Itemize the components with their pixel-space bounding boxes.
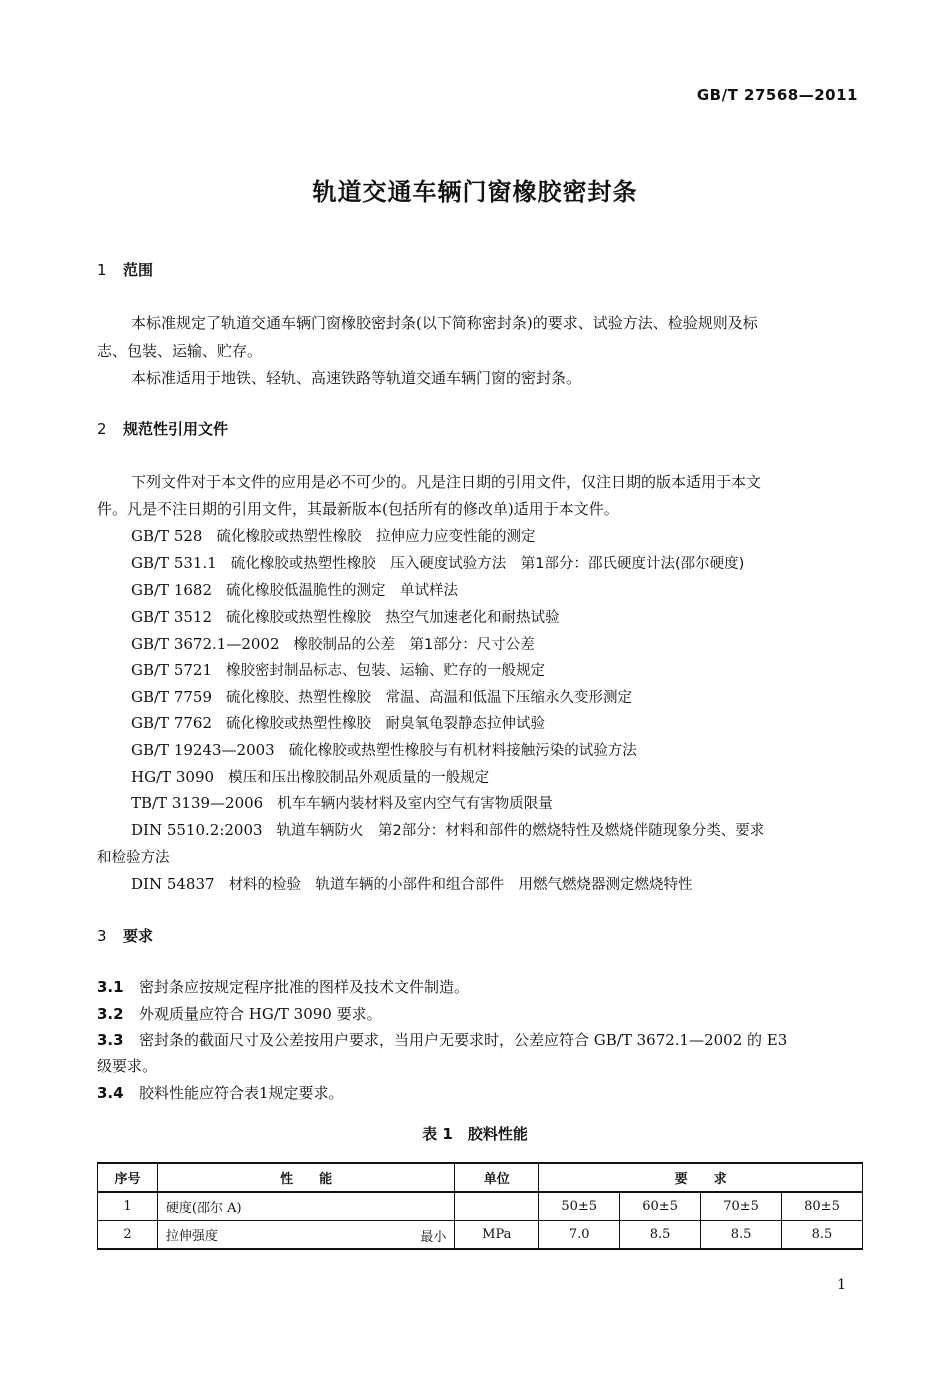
clause-number: 3.1 (97, 978, 124, 996)
property-qualifier: 最小 (420, 1230, 447, 1245)
requirement-continuation (97, 1055, 157, 1077)
clause-number: 3.2 (97, 1005, 124, 1023)
reference-item (131, 792, 553, 815)
reference-name: 硫化橡胶或热塑性橡胶 压入硬度试验方法 第1部分：邵氏硬度计法(邵尔硬度) (230, 556, 745, 572)
paragraph: 本标准规定了轨道交通车辆门窗橡胶密封条(以下简称密封条)的要求、试验方法、检验规则及标 (131, 314, 758, 332)
reference-code: GB/T 7759 (131, 688, 213, 706)
reference-item (131, 686, 632, 709)
reference-item (131, 659, 545, 682)
cell-value: 50±5 (539, 1192, 620, 1221)
reference-item (131, 873, 693, 896)
reference-item (131, 606, 560, 629)
reference-item (131, 525, 535, 548)
clause-number: 3.3 (97, 1031, 124, 1049)
cell-property (157, 1221, 454, 1250)
paragraph: 件。凡是不注日期的引用文件，其最新版本(包括所有的修改单)适用于本文件。 (97, 500, 619, 518)
reference-name: 材料的检验 轨道车辆的小部件和组合部件 用燃气燃烧器测定燃烧特性 (228, 877, 693, 893)
section-2-heading (97, 418, 228, 440)
section-number: 3 (97, 927, 107, 945)
reference-code: GB/T 528 (131, 527, 203, 545)
requirement-item (97, 1029, 787, 1051)
clause-text: 外观质量应符合 HG/T 3090 要求。 (139, 1005, 382, 1023)
cell-value: 8.5 (782, 1221, 863, 1250)
reference-name: 机车车辆内装材料及室内空气有害物质限量 (277, 796, 553, 812)
clause-number: 3.4 (97, 1084, 124, 1102)
reference-code: GB/T 1682 (131, 581, 213, 599)
reference-code: GB/T 19243—2003 (131, 741, 275, 759)
section-title: 规范性引用文件 (123, 420, 229, 438)
reference-name: 轨道车辆防火 第2部分：材料和部件的燃烧特性及燃烧伴随现象分类、要求 (276, 823, 765, 839)
cell-unit (455, 1192, 539, 1221)
cell-value: 8.5 (701, 1221, 782, 1250)
clause-text: 级要求。 (97, 1057, 158, 1075)
header-property: 性 能 (157, 1163, 454, 1192)
requirement-item (97, 976, 469, 998)
reference-item (131, 766, 489, 789)
section-title: 范围 (123, 261, 154, 279)
cell-value: 8.5 (620, 1221, 701, 1250)
header-requirement: 要 求 (539, 1163, 863, 1192)
section-title: 要求 (123, 927, 154, 945)
cell-value: 80±5 (782, 1192, 863, 1221)
table-title: 表 1 胶料性能 (422, 1125, 528, 1143)
cell-seq: 1 (98, 1192, 158, 1221)
section-number: 2 (97, 420, 107, 438)
reference-name: 模压和压出橡胶制品外观质量的一般规定 (228, 770, 490, 786)
reference-code: HG/T 3090 (131, 768, 215, 786)
reference-name: 硫化橡胶或热塑性橡胶 耐臭氧龟裂静态拉伸试验 (226, 716, 546, 732)
reference-code: GB/T 3512 (131, 608, 213, 626)
cell-seq: 2 (98, 1221, 158, 1250)
reference-name: 和检验方法 (97, 850, 170, 866)
paragraph: 下列文件对于本文件的应用是必不可少的。凡是注日期的引用文件，仅注日期的版本适用于本文 (131, 473, 762, 491)
reference-code: GB/T 5721 (131, 661, 213, 679)
reference-name: 硫化橡胶、热塑性橡胶 常温、高温和低温下压缩永久变形测定 (226, 690, 633, 706)
reference-name: 硫化橡胶或热塑性橡胶 拉伸应力应变性能的测定 (216, 529, 536, 545)
clause-text: 密封条应按规定程序批准的图样及技术文件制造。 (139, 978, 470, 996)
table-header-row (98, 1163, 863, 1192)
paragraph: 志、包装、运输、贮存。 (97, 342, 263, 360)
reference-name: 硫化橡胶或热塑性橡胶与有机材料接触污染的试验方法 (288, 743, 637, 759)
reference-code: GB/T 7762 (131, 714, 213, 732)
section-number: 1 (97, 261, 107, 279)
reference-code: GB/T 3672.1—2002 (131, 635, 280, 653)
reference-item (131, 819, 764, 842)
reference-item (131, 633, 535, 656)
header-seq: 序号 (98, 1163, 158, 1192)
header-unit: 单位 (455, 1163, 539, 1192)
page-number: 1 (837, 1277, 846, 1293)
reference-name: 硫化橡胶或热塑性橡胶 热空气加速老化和耐热试验 (226, 610, 560, 626)
requirement-item (97, 1003, 382, 1025)
standard-code: GB/T 27568—2011 (696, 86, 858, 104)
section-3-heading (97, 925, 153, 947)
reference-code: DIN 5510.2:2003 (131, 821, 263, 839)
property-name: 拉伸强度 (165, 1229, 218, 1244)
requirement-item (97, 1082, 344, 1104)
cell-property (157, 1192, 454, 1221)
cell-value: 60±5 (620, 1192, 701, 1221)
clause-text: 密封条的截面尺寸及公差按用户要求，当用户无要求时，公差应符合 GB/T 3672.1—2002 的 E3 (139, 1031, 788, 1049)
table-row (98, 1192, 863, 1221)
reference-item (131, 739, 637, 762)
reference-item (131, 579, 458, 602)
property-name: 硬度(邵尔 A) (165, 1201, 242, 1216)
reference-continuation (97, 846, 170, 869)
cell-unit: MPa (455, 1221, 539, 1250)
paragraph: 本标准适用于地铁、轻轨、高速铁路等轨道交通车辆门窗的密封条。 (131, 369, 582, 387)
clause-text: 胶料性能应符合表1规定要求。 (139, 1084, 344, 1102)
cell-value: 7.0 (539, 1221, 620, 1250)
reference-code: DIN 54837 (131, 875, 215, 893)
reference-name: 橡胶制品的公差 第1部分：尺寸公差 (293, 637, 535, 653)
reference-item (131, 712, 545, 735)
reference-name: 硫化橡胶低温脆性的测定 单试样法 (226, 583, 459, 599)
reference-code: GB/T 531.1 (131, 554, 217, 572)
properties-table (97, 1162, 863, 1250)
reference-item (131, 552, 744, 575)
reference-code: TB/T 3139—2006 (131, 794, 264, 812)
table-row (98, 1221, 863, 1250)
section-1-heading (97, 259, 153, 281)
reference-name: 橡胶密封制品标志、包装、运输、贮存的一般规定 (226, 663, 546, 679)
cell-value: 70±5 (701, 1192, 782, 1221)
document-title: 轨道交通车辆门窗橡胶密封条 (312, 178, 638, 206)
